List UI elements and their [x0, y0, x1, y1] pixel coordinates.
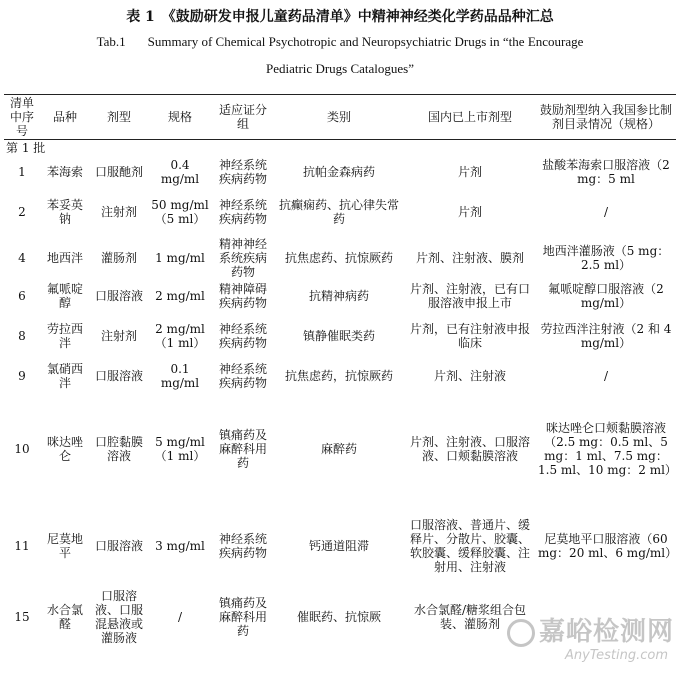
drug-name: 氯硝西泮: [46, 362, 83, 390]
dosage-form: 口服溶液: [94, 539, 143, 553]
drug-category: 抗帕金森病药: [302, 165, 375, 179]
marketed-forms: 片剂、注射液，已有口服溶液申报上市: [409, 282, 530, 310]
drug-name: 劳拉西泮: [46, 322, 83, 350]
table-row: [4, 360, 676, 392]
table-title-en: [0, 28, 680, 82]
table-title-en-line2: Pediatric Drugs Catalogues”: [265, 61, 414, 76]
row-index: 10: [14, 442, 30, 456]
dosage-form: 口腔黏膜溶液: [94, 435, 143, 463]
col-header-category: 类别: [326, 110, 351, 124]
reference-listing: [536, 586, 676, 648]
batch-label: 第 1 批: [6, 141, 46, 155]
col-header-spec: 规格: [167, 110, 192, 124]
indication-group: 镇痛药及麻醉科用药: [218, 596, 267, 638]
reference-listing: 盐酸苯海索口服溶液（2 mg：5 ml: [542, 158, 670, 186]
drug-name: 咪达唑仑: [46, 435, 83, 463]
row-index: 11: [14, 539, 30, 553]
marketed-forms: 片剂: [457, 165, 482, 179]
table-row: [4, 156, 676, 188]
col-header-index: 清单中序号: [9, 96, 34, 138]
drug-category: 麻醉药: [320, 442, 357, 456]
table-row: [4, 392, 676, 506]
drug-category: 抗癫痫药、抗心律失常药: [278, 198, 399, 226]
row-index: 4: [18, 251, 26, 265]
indication-group: 神经系统疾病药物: [218, 198, 267, 226]
reference-listing: /: [603, 205, 609, 219]
table-label-en: Tab.1: [96, 34, 126, 49]
drug-name: 尼莫地平: [46, 532, 83, 560]
row-index: 6: [18, 289, 26, 303]
specification: 50 mg/ml（5 ml）: [151, 198, 209, 226]
dosage-form: 口服溶液、口服混悬液或灌肠液: [94, 589, 143, 645]
row-index: 2: [18, 205, 26, 219]
dosage-form: 注射剂: [100, 205, 137, 219]
col-header-dosage-form: 剂型: [106, 110, 131, 124]
indication-group: 精神障碍疾病药物: [218, 282, 267, 310]
header-row: [4, 95, 676, 140]
col-header-marketed: 国内已上市剂型: [427, 110, 512, 124]
indication-group: 神经系统疾病药物: [218, 158, 267, 186]
drug-name: 苯海索: [46, 165, 83, 179]
col-header-indication: 适应证分组: [218, 103, 267, 131]
reference-listing: 氟哌啶醇口服溶液（2 mg/ml）: [548, 282, 664, 310]
table-row: [4, 188, 676, 236]
marketed-forms: 片剂、注射液: [433, 369, 506, 383]
marketed-forms: 片剂、注射液、口服溶液、口颊黏膜溶液: [409, 435, 530, 463]
marketed-forms: 口服溶液、普通片、缓释片、分散片、胶囊、软胶囊、缓释胶囊、注射用、注射液: [409, 518, 530, 574]
specification: 1 mg/ml: [155, 251, 205, 265]
marketed-forms: 片剂，已有注射液申报临床: [409, 322, 530, 350]
row-index: 9: [18, 369, 26, 383]
reference-listing: 地西泮灌肠液（5 mg：2.5 ml）: [542, 244, 670, 272]
row-index: 15: [14, 610, 30, 624]
table-row: [4, 586, 676, 648]
indication-group: 神经系统疾病药物: [218, 532, 267, 560]
indication-group: 精神神经系统疾病药物: [218, 237, 267, 279]
watermark-sub: AnyTesting.com: [564, 648, 668, 663]
marketed-forms: 片剂: [457, 205, 482, 219]
drug-category: 抗焦虑药，抗惊厥药: [284, 369, 393, 383]
drug-category: 钙通道阻滞: [308, 539, 369, 553]
reference-listing: /: [603, 369, 609, 383]
drug-category: 镇静催眠类药: [302, 329, 375, 343]
table-row: [4, 280, 676, 312]
indication-group: 神经系统疾病药物: [218, 322, 267, 350]
specification: 0.1 mg/ml: [160, 362, 200, 390]
marketed-forms: 片剂、注射液、膜剂: [415, 251, 524, 265]
drug-name: 水合氯醛: [46, 603, 83, 631]
batch-row: [4, 140, 676, 157]
drug-category: 抗焦虑药、抗惊厥药: [284, 251, 393, 265]
table-title-en-line1: Summary of Chemical Psychotropic and Neuropsychiatric Drugs in “the Encourage: [147, 34, 584, 49]
drug-name: 苯妥英钠: [46, 198, 83, 226]
table-row: [4, 236, 676, 280]
drug-category: 催眠药、抗惊厥: [296, 610, 381, 624]
specification: 3 mg/ml: [155, 539, 205, 553]
table-title-cn: 表 1 《鼓励研发申报儿童药品清单》中精神神经类化学药品品种汇总: [126, 9, 554, 25]
drug-summary-table: [4, 94, 676, 648]
drug-name: 氟哌啶醇: [46, 282, 83, 310]
reference-listing: 劳拉西泮注射液（2 和 4 mg/ml）: [540, 322, 672, 350]
row-index: 8: [18, 329, 26, 343]
specification: 0.4 mg/ml: [160, 158, 200, 186]
reference-listing: 尼莫地平口服溶液（60 mg：20 ml、6 mg/ml）: [538, 532, 678, 560]
specification: /: [177, 610, 183, 624]
dosage-form: 灌肠剂: [100, 251, 137, 265]
dosage-form: 口服溶液: [94, 369, 143, 383]
marketed-forms: 水合氯醛/糖浆组合包装、灌肠剂: [413, 603, 527, 631]
row-index: 1: [18, 165, 26, 179]
drug-name: 地西泮: [46, 251, 83, 265]
table-row: [4, 506, 676, 586]
table-row: [4, 312, 676, 360]
dosage-form: 注射剂: [100, 329, 137, 343]
specification: 2 mg/ml（1 ml）: [154, 322, 206, 350]
specification: 2 mg/ml: [155, 289, 205, 303]
watermark-main: 嘉峪检测网: [538, 617, 674, 647]
col-header-reference: 鼓励剂型纳入我国参比制剂目录情况（规格）: [539, 103, 672, 131]
dosage-form: 口服溶液: [94, 289, 143, 303]
col-header-drug: 品种: [52, 110, 77, 124]
specification: 5 mg/ml（1 ml）: [154, 435, 206, 463]
drug-category: 抗精神病药: [308, 289, 369, 303]
reference-listing: 咪达唑仑口颊黏膜溶液（2.5 mg：0.5 ml、5 mg：1 ml、7.5 mg：1.5 ml、10 mg：2 ml）: [538, 421, 677, 477]
indication-group: 神经系统疾病药物: [218, 362, 267, 390]
indication-group: 镇痛药及麻醉科用药: [218, 428, 267, 470]
dosage-form: 口服酏剂: [94, 165, 143, 179]
